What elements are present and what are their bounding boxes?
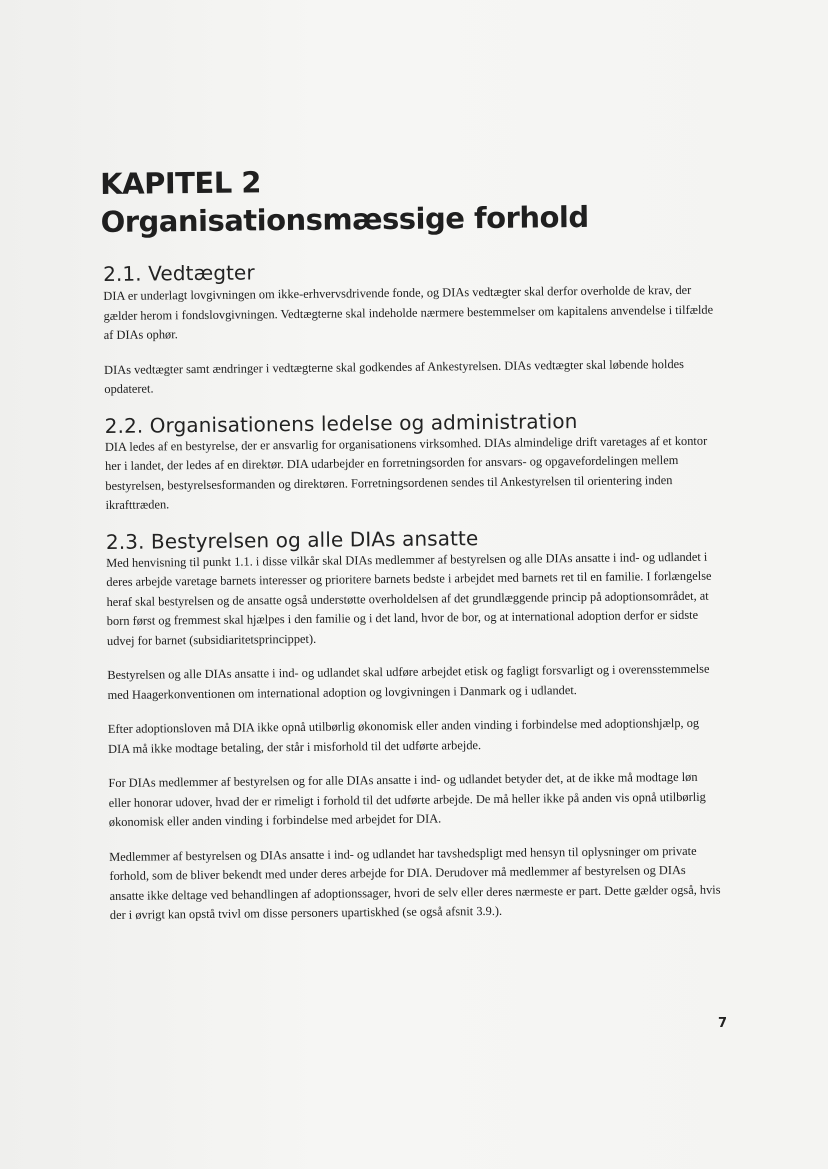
section-heading: 2.3. Bestyrelsen og alle DIAs ansatte — [105, 525, 479, 554]
section-heading: 2.1. Vedtægter — [103, 260, 255, 286]
section-ledelse — [105, 407, 718, 515]
paragraph: DIA er underlagt lovgivningen om ikke-erhvervsdrivende fonde, og DIAs vedtægter skal derfor overholde de krav, der gælder herom i fondslovgivningen. Vedtægterne skal indeholde nærmere bestemmelser om kapitalens anvendelse i tilfælde af DIAs ophør. — [103, 282, 714, 342]
section-bestyrelsen — [106, 523, 722, 925]
section-heading: 2.2. Organisationens ledelse og administration — [104, 408, 578, 438]
paragraph: DIA ledes af en bestyrelse, der er ansvarlig for organisationens virksomhed. DIAs almindelige drift varetages af et kontor her i landet, der ledes af en direktør. DIA udarbejder en forretningsorden for ansvars- og opgavefordelingen mellem bestyrelsen, bestyrelsesformanden og direktøren. Forretningsordenen sendes til Ankestyrelsen til orientering inden ikrafttræden. — [104, 433, 708, 512]
page-number: 7 — [718, 1016, 728, 1031]
paragraph: Bestyrelsen og alle DIAs ansatte i ind- og udlandet skal udføre arbejdet etisk og fagligt forsvarligt og i overensstemmelse med Haagerkonventionen om international adoption og lovgivningen i Danmark og i udlandet. — [107, 661, 710, 702]
document-body — [103, 256, 722, 926]
section-vedtaegter — [103, 256, 716, 400]
paragraph: For DIAs medlemmer af bestyrelsen og for alle DIAs ansatte i ind- og udlandet betyder det, at de ikke må modtage løn eller honorar udover, hvad der er rimeligt i forhold til det udførte arbejde. De må heller ikke på anden vis opnå utilbørlig økonomisk eller anden vinding i forbindelse med arbejdet for DIA. — [108, 769, 706, 829]
paragraph: DIAs vedtægter samt ændringer i vedtægterne skal godkendes af Ankestyrelsen. DIAs vedtægter skal løbende holdes opdateret. — [104, 356, 684, 396]
paragraph: Efter adoptionsloven må DIA ikke opnå utilbørlig økonomisk eller anden vinding i forbindelse med adoptionshjælp, og DIA må ikke modtage betaling, der står i misforhold til det udførte arbejde. — [107, 715, 700, 756]
chapter-title: Organisationsmæssige forhold — [100, 199, 589, 239]
chapter-label: KAPITEL 2 — [100, 165, 262, 201]
paragraph: Med henvisning til punkt 1.1. i disse vilkår skal DIAs medlemmer af bestyrelsen og alle DIAs ansatte i ind- og udlandet i deres arbejde varetage barnets interesser og prioritere barnets bedste i arbejdet med barnets ret til en familie. I forlængelse heraf skal bestyrelsen og de ansatte også understøtte overholdelsen af det grundlæggende princip på adoptionsområdet, at born først og fremmest skal hjælpes i den familie og i det land, hvor de bor, og at international adoption derfor er sidste udvej for barnet (subsidiaritetsprincippet). — [106, 549, 712, 648]
paragraph: Medlemmer af bestyrelsen og DIAs ansatte i ind- og udlandet har tavshedspligt med hensyn til oplysninger om private forhold, som de bliver bekendt med under deres arbejde for DIA. Derudover må medlemmer af bestyrelsen og DIAs ansatte ikke deltage ved behandlingen af adoptionssager, hvori de selv eller deres nærmeste er part. Dette gælder også, hvis der i øvrigt kan opstå tvivl om disse personers upartiskhed (se også afsnit 3.9.). — [109, 843, 721, 922]
chapter-heading — [100, 160, 589, 241]
